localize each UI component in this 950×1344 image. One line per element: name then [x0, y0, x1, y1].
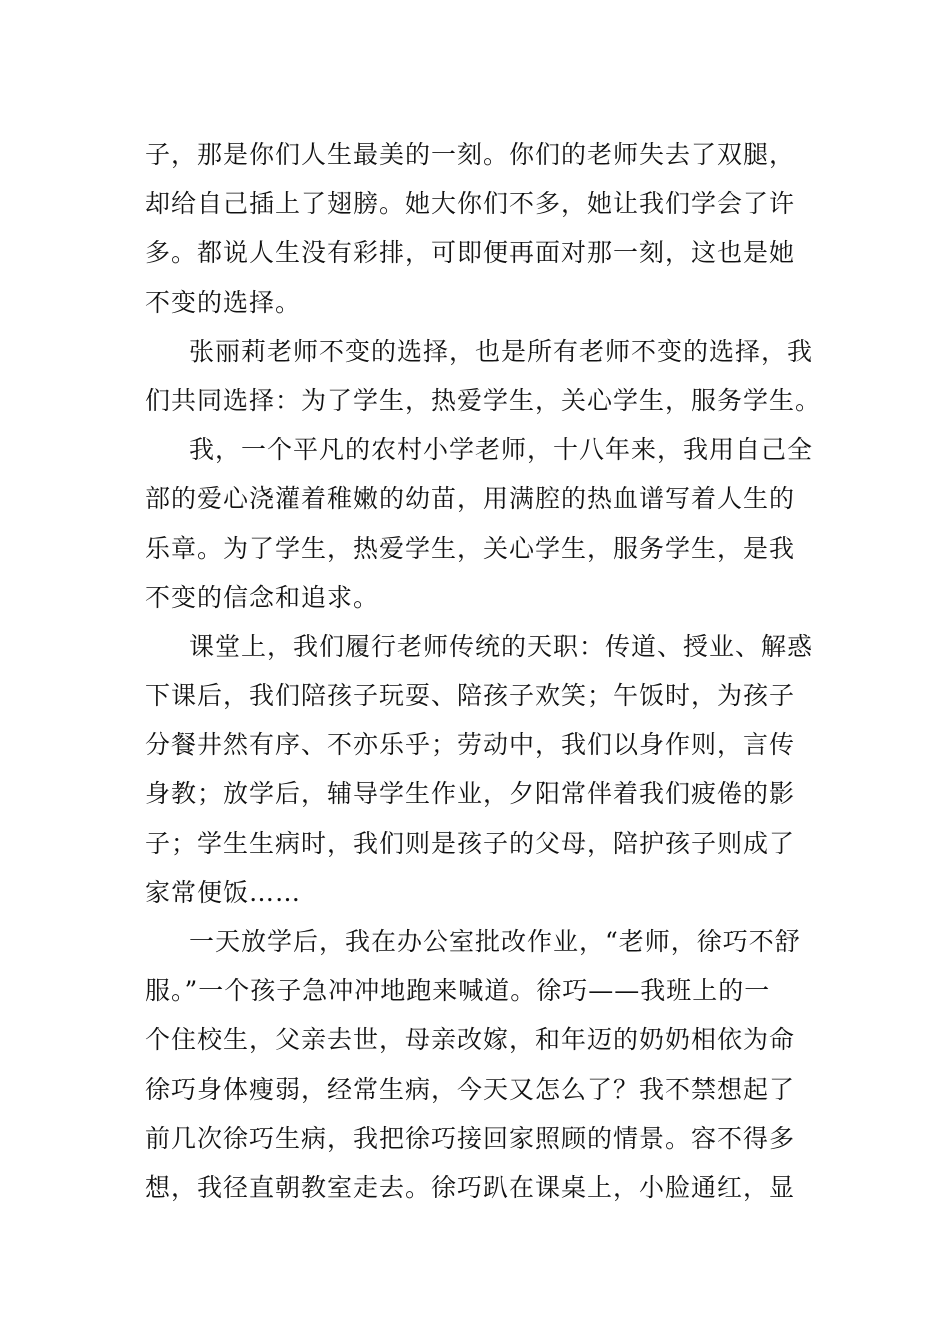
text-line: 多。都说人生没有彩排，可即便再面对那一刻，这也是她 [145, 238, 796, 268]
text-line: 身教；放学后，辅导学生作业，夕阳常伴着我们疲倦的影 [145, 779, 796, 809]
text-line: 前几次徐巧生病，我把徐巧接回家照顾的情景。容不得多 [145, 1123, 796, 1153]
text-line: 服。”一个孩子急冲冲地跑来喊道。徐巧——我班上的一 [145, 976, 771, 1006]
text-line: 家常便饭…… [145, 877, 302, 907]
text-line: 乐章。为了学生，热爱学生，关心学生，服务学生，是我 [145, 533, 796, 563]
document-body [145, 130, 822, 1212]
paragraph-first-line: 张丽莉老师不变的选择，也是所有老师不变的选择，我 [189, 336, 814, 366]
paragraph-first-line: 一天放学后，我在办公室批改作业，“老师，徐巧不舒 [189, 927, 801, 956]
text-line: 却给自己插上了翅膀。她大你们不多，她让我们学会了许 [145, 189, 796, 219]
paragraph-first-line: 课堂上，我们履行老师传统的天职：传道、授业、解惑 [189, 631, 814, 661]
text-line: 不变的选择。 [145, 287, 302, 317]
text-line: 子；学生生病时，我们则是孩子的父母，陪护孩子则成了 [145, 828, 796, 858]
text-line: 们共同选择：为了学生，热爱学生，关心学生，服务学生。 [145, 385, 822, 415]
text-line: 不变的信念和追求。 [145, 582, 380, 612]
text-line: 下课后，我们陪孩子玩耍、陪孩子欢笑；午饭时，为孩子 [145, 681, 796, 711]
text-line: 子，那是你们人生最美的一刻。你们的老师失去了双腿， [145, 140, 796, 169]
text-line: 部的爱心浇灌着稚嫩的幼苗，用满腔的热血谱写着人生的 [145, 484, 796, 514]
text-line: 个住校生，父亲去世，母亲改嫁，和年迈的奶奶相依为命 [145, 1025, 796, 1055]
text-line: 想，我径直朝教室走去。徐巧趴在课桌上，小脸通红，显 [145, 1172, 796, 1202]
paragraph-first-line: 我，一个平凡的农村小学老师，十八年来，我用自己全 [189, 435, 814, 465]
text-line: 徐巧身体瘦弱，经常生病，今天又怎么了？我不禁想起了 [145, 1074, 796, 1104]
text-line: 分餐井然有序、不亦乐乎；劳动中，我们以身作则，言传 [145, 730, 796, 760]
